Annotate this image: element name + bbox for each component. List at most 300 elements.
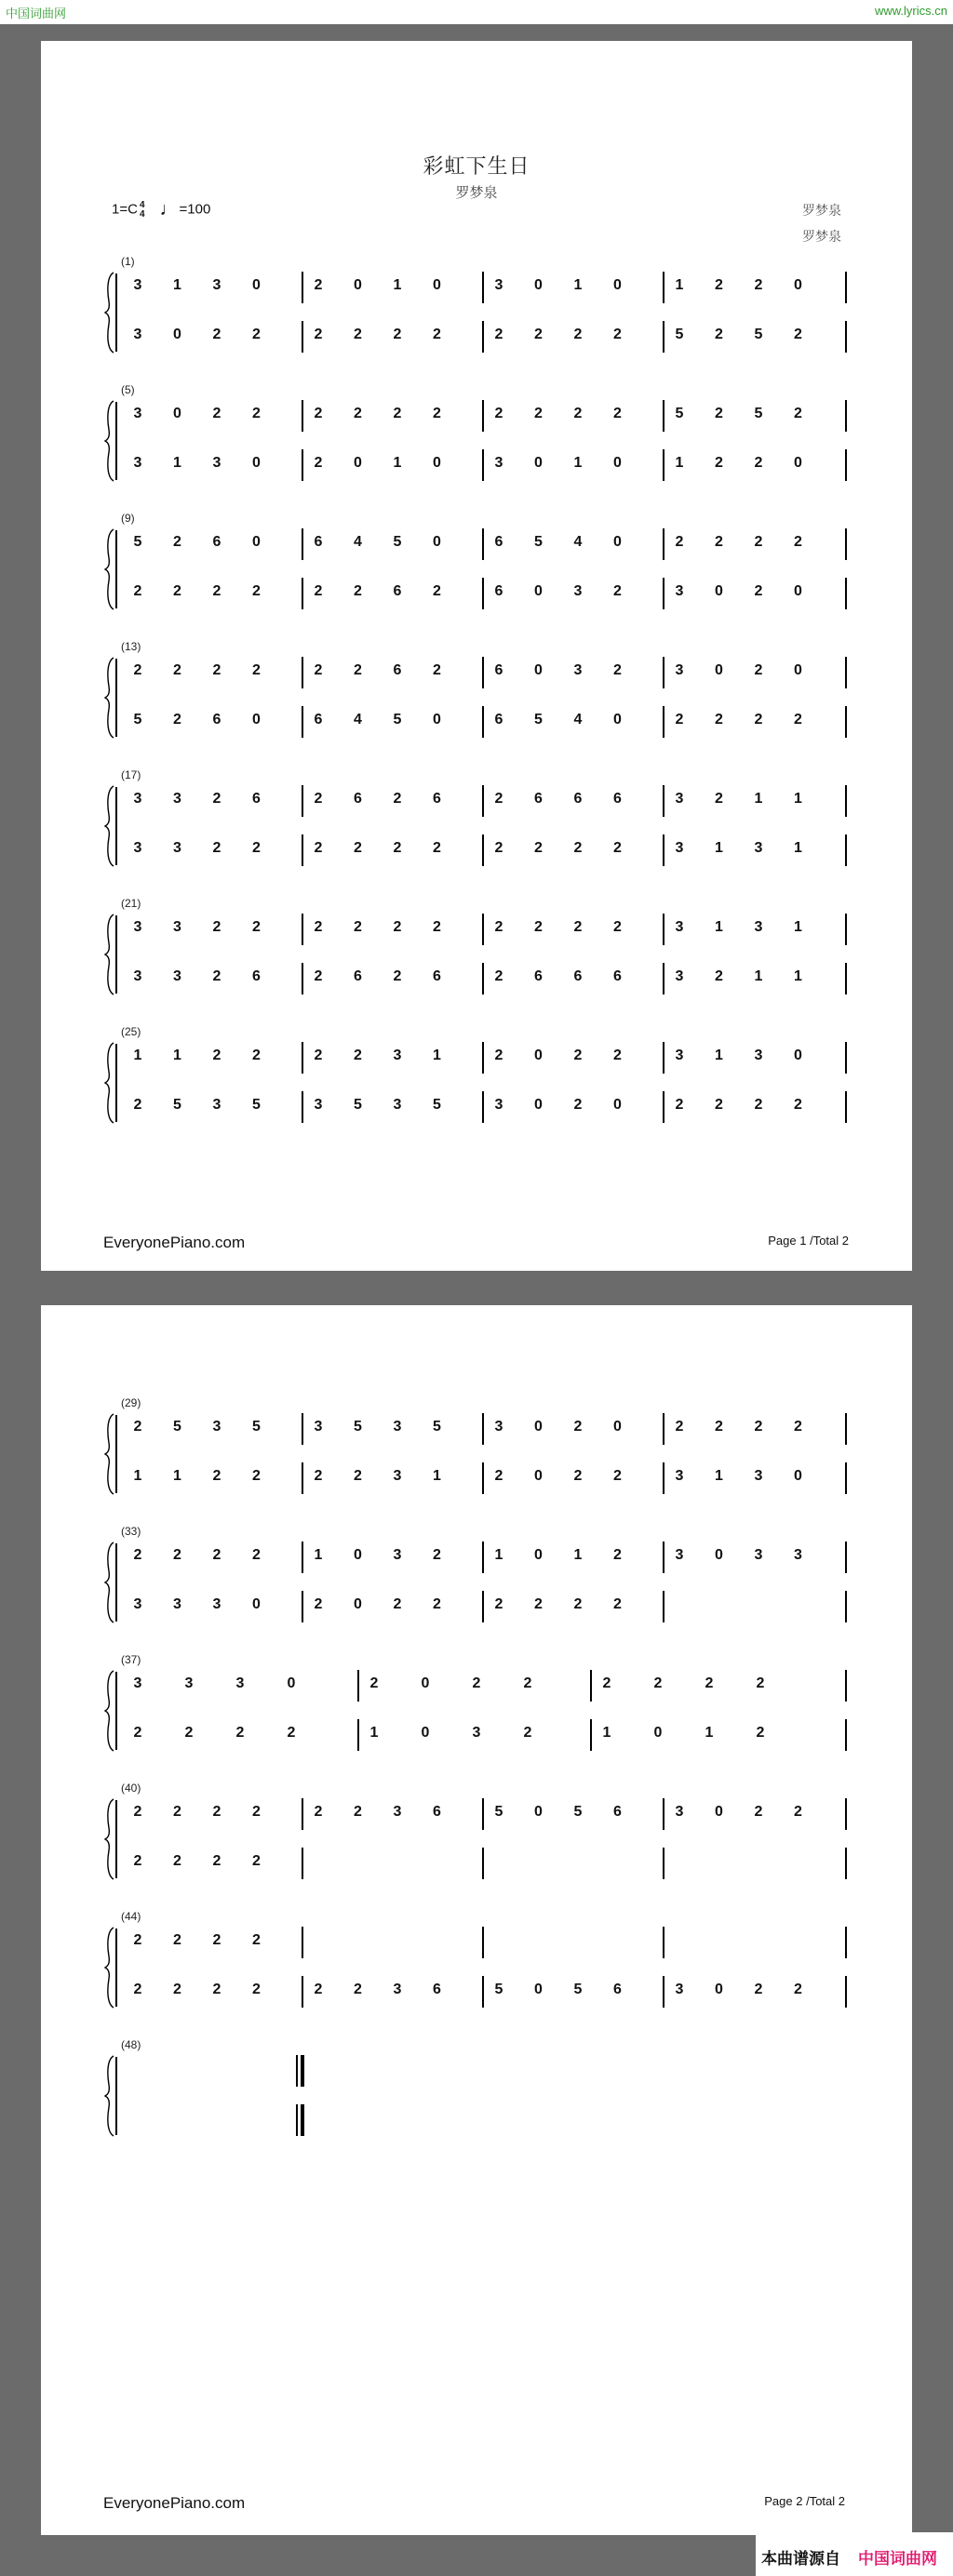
note-digit: 2 [252, 919, 261, 935]
note-digit: 2 [252, 840, 261, 856]
note-digit: 6 [314, 534, 323, 550]
brace-icon [104, 1413, 115, 1495]
note-digit: 3 [494, 1419, 503, 1435]
note-digit: 2 [212, 1932, 221, 1948]
measure-number: (1) [121, 255, 135, 268]
note-digit: 2 [794, 1982, 802, 1997]
barline [845, 1542, 847, 1573]
measure-number: (29) [121, 1396, 141, 1409]
barline [482, 1976, 484, 2008]
note-digit: 2 [354, 1048, 362, 1063]
note-digit: 1 [433, 1048, 441, 1063]
system-start-barline [115, 2057, 117, 2135]
brace-icon [104, 1927, 115, 2009]
note-digit: 2 [613, 662, 622, 678]
note-digit: 1 [133, 1048, 142, 1063]
system-start-barline [115, 1672, 117, 1750]
note-digit: 6 [314, 712, 323, 727]
note-digit: 5 [393, 534, 402, 550]
note-digit: 2 [794, 327, 802, 342]
note-digit: 2 [433, 327, 441, 342]
note-digit: 2 [369, 1675, 379, 1691]
note-digit: 2 [252, 662, 261, 678]
note-digit: 3 [133, 455, 142, 471]
note-digit: 1 [675, 455, 684, 471]
note-digit: 2 [252, 1982, 261, 1997]
barline [845, 578, 847, 609]
note-digit: 2 [354, 327, 362, 342]
barline [482, 914, 484, 945]
barline [302, 706, 303, 738]
measure-number: (40) [121, 1782, 141, 1795]
brace-icon [104, 1798, 115, 1880]
credit-site: 中国词曲网 [858, 2550, 937, 2569]
barline [302, 1591, 303, 1622]
note-digit: 0 [794, 277, 802, 293]
measure-number: (37) [121, 1653, 141, 1666]
note-digit: 0 [613, 1419, 622, 1435]
note-digit: 2 [715, 455, 723, 471]
note-digit: 0 [534, 1468, 543, 1484]
note-digit: 2 [794, 712, 802, 727]
note-digit: 2 [613, 327, 622, 342]
note-digit: 5 [354, 1419, 362, 1435]
note-digit: 2 [133, 1853, 142, 1869]
barline [845, 1976, 847, 2008]
note-digit: 3 [133, 1596, 142, 1612]
note-digit: 2 [675, 712, 684, 727]
time-top: 4 [139, 199, 145, 210]
note-digit: 2 [314, 327, 323, 342]
note-digit: 1 [433, 1468, 441, 1484]
brace-icon [104, 1670, 115, 1752]
barline [663, 449, 664, 481]
note-digit: 5 [534, 534, 543, 550]
note-digit: 1 [754, 791, 763, 807]
note-digit: 2 [393, 327, 402, 342]
note-digit: 3 [573, 662, 583, 678]
note-digit: 2 [354, 1804, 362, 1820]
note-digit: 0 [252, 455, 261, 471]
note-digit: 2 [494, 1468, 503, 1484]
measure-number: (33) [121, 1525, 141, 1538]
note-digit: 2 [252, 1048, 261, 1063]
barline [663, 706, 664, 738]
note-digit: 1 [393, 277, 402, 293]
note-digit: 0 [715, 1547, 723, 1563]
barline [302, 1927, 303, 1958]
note-digit: 2 [173, 1932, 181, 1948]
note-digit: 3 [393, 1097, 402, 1113]
note-digit: 0 [794, 662, 802, 678]
note-digit: 0 [354, 277, 362, 293]
note-digit: 6 [613, 791, 622, 807]
note-digit: 2 [252, 1547, 261, 1563]
brace-curve [105, 1043, 114, 1123]
note-digit: 0 [534, 1804, 543, 1820]
barline [302, 914, 303, 945]
barline [482, 528, 484, 560]
note-digit: 2 [354, 1468, 362, 1484]
note-digit: 1 [173, 1048, 181, 1063]
note-digit: 6 [534, 968, 543, 984]
note-digit: 3 [133, 968, 142, 984]
note-digit: 1 [675, 277, 684, 293]
note-digit: 2 [754, 1804, 763, 1820]
barline [845, 963, 847, 994]
note-digit: 2 [433, 406, 441, 421]
barline [302, 1413, 303, 1445]
site-url-link[interactable]: www.lyrics.cn [874, 4, 947, 18]
note-digit: 3 [675, 583, 684, 599]
note-digit: 2 [393, 968, 402, 984]
note-digit: 2 [252, 1853, 261, 1869]
note-digit: 2 [715, 968, 723, 984]
note-digit: 2 [573, 406, 583, 421]
note-digit: 1 [173, 277, 181, 293]
note-digit: 0 [534, 662, 543, 678]
note-digit: 2 [173, 534, 181, 550]
note-digit: 1 [314, 1547, 323, 1563]
note-digit: 6 [252, 791, 261, 807]
note-digit: 3 [393, 1419, 402, 1435]
note-digit: 2 [314, 1804, 323, 1820]
note-digit: 2 [173, 583, 181, 599]
note-digit: 5 [354, 1097, 362, 1113]
brace-curve [105, 1799, 114, 1879]
note-digit: 0 [794, 455, 802, 471]
note-digit: 3 [133, 791, 142, 807]
note-digit: 0 [613, 712, 622, 727]
note-digit: 2 [754, 1419, 763, 1435]
barline [482, 706, 484, 738]
note-digit: 0 [287, 1675, 296, 1691]
note-digit: 5 [494, 1982, 503, 1997]
brace-curve [105, 529, 114, 609]
note-digit: 2 [133, 1982, 142, 1997]
note-digit: 3 [675, 1048, 684, 1063]
barline [663, 1042, 664, 1074]
note-digit: 2 [573, 840, 583, 856]
note-digit: 2 [794, 1097, 802, 1113]
note-digit: 2 [494, 840, 503, 856]
note-digit: 5 [252, 1097, 261, 1113]
note-digit: 2 [613, 1547, 622, 1563]
note-digit: 0 [794, 1468, 802, 1484]
note-digit: 2 [314, 1982, 323, 1997]
song-title: 彩虹下生日 [423, 155, 530, 179]
score-system [41, 1782, 912, 1893]
brace-icon [104, 785, 115, 867]
note-digit: 2 [287, 1725, 296, 1741]
note-digit: 0 [534, 1982, 543, 1997]
note-digit: 1 [794, 791, 802, 807]
note-digit: 2 [705, 1675, 714, 1691]
note-digit: 3 [173, 919, 181, 935]
note-digit: 2 [573, 327, 583, 342]
note-digit: 2 [433, 1547, 441, 1563]
final-barline-thin [296, 2104, 298, 2136]
note-digit: 3 [675, 1547, 684, 1563]
note-digit: 6 [212, 534, 221, 550]
barline [482, 1462, 484, 1494]
score-system [41, 255, 912, 367]
barline [845, 528, 847, 560]
score-page-2 [41, 1305, 912, 2535]
brace-icon [104, 400, 115, 482]
note-digit: 2 [235, 1725, 245, 1741]
system-start-barline [115, 787, 117, 865]
barline [302, 400, 303, 432]
barline [482, 1848, 484, 1879]
note-digit: 2 [212, 840, 221, 856]
note-digit: 2 [173, 1547, 181, 1563]
note-digit: 3 [754, 1468, 763, 1484]
barline [845, 1798, 847, 1830]
note-digit: 2 [173, 1853, 181, 1869]
note-digit: 0 [715, 662, 723, 678]
note-digit: 5 [494, 1804, 503, 1820]
note-digit: 4 [573, 534, 583, 550]
note-digit: 2 [494, 327, 503, 342]
note-digit: 2 [613, 583, 622, 599]
note-digit: 1 [715, 1048, 723, 1063]
barline [482, 449, 484, 481]
note-digit: 2 [133, 1547, 142, 1563]
note-digit: 2 [754, 712, 763, 727]
barline [663, 657, 664, 688]
score-system [41, 768, 912, 880]
barline [663, 963, 664, 994]
barline [302, 528, 303, 560]
brace-curve [105, 1542, 114, 1622]
note-digit: 0 [613, 1097, 622, 1113]
barline [845, 706, 847, 738]
score-system [41, 1396, 912, 1508]
barline [663, 834, 664, 866]
note-digit: 3 [675, 1982, 684, 1997]
barline [302, 1976, 303, 2008]
site-name-link[interactable]: 中国词曲网 [6, 7, 67, 20]
note-digit: 3 [212, 1097, 221, 1113]
note-digit: 2 [613, 406, 622, 421]
barline [845, 1413, 847, 1445]
note-digit: 3 [314, 1097, 323, 1113]
note-digit: 2 [173, 1982, 181, 1997]
note-digit: 6 [393, 583, 402, 599]
note-digit: 2 [613, 1048, 622, 1063]
note-digit: 1 [573, 277, 583, 293]
barline [663, 1462, 664, 1494]
brace-curve [105, 1414, 114, 1494]
barline [845, 1462, 847, 1494]
note-digit: 2 [314, 840, 323, 856]
note-digit: 3 [133, 406, 142, 421]
note-digit: 2 [715, 327, 723, 342]
note-digit: 2 [252, 1468, 261, 1484]
barline [302, 1462, 303, 1494]
system-start-barline [115, 274, 117, 352]
barline [845, 914, 847, 945]
note-digit: 5 [573, 1982, 583, 1997]
note-digit: 0 [252, 1596, 261, 1612]
note-digit: 2 [133, 583, 142, 599]
note-digit: 2 [314, 968, 323, 984]
note-digit: 1 [494, 1547, 503, 1563]
note-digit: 0 [534, 1048, 543, 1063]
system-start-barline [115, 1800, 117, 1878]
note-digit: 0 [534, 1097, 543, 1113]
note-digit: 3 [393, 1547, 402, 1563]
barline [663, 272, 664, 303]
barline [302, 834, 303, 866]
brace-icon [104, 657, 115, 739]
note-digit: 2 [212, 968, 221, 984]
barline [482, 785, 484, 817]
note-digit: 1 [794, 968, 802, 984]
system-start-barline [115, 402, 117, 480]
note-digit: 2 [494, 791, 503, 807]
credit-banner[interactable] [756, 2532, 953, 2576]
note-digit: 3 [133, 919, 142, 935]
note-digit: 2 [602, 1675, 611, 1691]
brace-curve [105, 786, 114, 866]
barline [845, 1719, 847, 1751]
brace-icon [104, 2055, 115, 2137]
note-digit: 0 [421, 1675, 430, 1691]
note-digit: 2 [354, 662, 362, 678]
note-digit: 0 [433, 712, 441, 727]
note-digit: 1 [715, 919, 723, 935]
note-digit: 0 [433, 277, 441, 293]
barline [663, 1413, 664, 1445]
brace-icon [104, 272, 115, 354]
note-digit: 2 [354, 583, 362, 599]
note-digit: 5 [433, 1097, 441, 1113]
note-digit: 2 [314, 1596, 323, 1612]
note-digit: 2 [715, 712, 723, 727]
song-subtitle: 罗梦泉 [455, 184, 498, 201]
credit-prefix: 本曲谱源自 [761, 2550, 840, 2569]
key-signature [112, 199, 210, 220]
note-digit: 6 [494, 534, 503, 550]
note-digit: 2 [212, 1804, 221, 1820]
barline [663, 914, 664, 945]
note-digit: 2 [613, 1596, 622, 1612]
note-digit: 2 [212, 583, 221, 599]
note-digit: 6 [494, 712, 503, 727]
note-digit: 0 [534, 1419, 543, 1435]
note-digit: 2 [212, 919, 221, 935]
note-digit: 6 [613, 968, 622, 984]
note-digit: 2 [354, 840, 362, 856]
final-barline-thin [296, 2055, 298, 2087]
barline [302, 657, 303, 688]
note-digit: 2 [794, 1804, 802, 1820]
note-digit: 2 [715, 1097, 723, 1113]
note-digit: 2 [794, 406, 802, 421]
note-digit: 6 [613, 1804, 622, 1820]
note-digit: 6 [354, 791, 362, 807]
footer-site: EveryonePiano.com [103, 2494, 246, 2512]
note-digit: 5 [252, 1419, 261, 1435]
note-digit: 0 [354, 455, 362, 471]
note-digit: 1 [794, 840, 802, 856]
barline [663, 321, 664, 353]
arranger-name: 罗梦泉 [802, 230, 841, 245]
barline [482, 657, 484, 688]
note-digit: 3 [675, 919, 684, 935]
note-digit: 2 [212, 791, 221, 807]
note-digit: 0 [433, 455, 441, 471]
note-digit: 5 [133, 712, 142, 727]
time-signature [140, 201, 145, 220]
score-system [41, 2038, 912, 2150]
note-digit: 2 [756, 1675, 765, 1691]
brace-curve [105, 401, 114, 481]
note-digit: 1 [173, 1468, 181, 1484]
note-digit: 3 [133, 1675, 142, 1691]
note-digit: 2 [472, 1675, 481, 1691]
note-digit: 3 [173, 1596, 181, 1612]
barline [845, 272, 847, 303]
note-digit: 2 [653, 1675, 663, 1691]
note-digit: 2 [613, 840, 622, 856]
barline [663, 1542, 664, 1573]
barline [845, 657, 847, 688]
note-digit: 2 [573, 919, 583, 935]
barline [845, 1091, 847, 1123]
barline [663, 400, 664, 432]
note-digit: 6 [433, 1804, 441, 1820]
system-start-barline [115, 1415, 117, 1493]
barline [845, 1591, 847, 1622]
barline [482, 400, 484, 432]
note-digit: 2 [675, 1097, 684, 1113]
barline [663, 1927, 664, 1958]
note-digit: 2 [494, 406, 503, 421]
barline [663, 785, 664, 817]
barline [482, 1591, 484, 1622]
note-digit: 2 [314, 791, 323, 807]
note-digit: 2 [212, 1982, 221, 1997]
note-digit: 2 [184, 1725, 194, 1741]
note-digit: 0 [794, 1048, 802, 1063]
note-digit: 1 [794, 919, 802, 935]
note-digit: 2 [754, 534, 763, 550]
note-digit: 2 [393, 919, 402, 935]
note-digit: 2 [314, 406, 323, 421]
note-digit: 2 [573, 1419, 583, 1435]
barline [482, 1542, 484, 1573]
note-digit: 3 [133, 277, 142, 293]
barline [845, 1848, 847, 1879]
note-digit: 5 [133, 534, 142, 550]
note-digit: 3 [494, 277, 503, 293]
brace-curve [105, 1671, 114, 1751]
time-bottom: 4 [139, 208, 145, 220]
note-digit: 2 [252, 1804, 261, 1820]
note-digit: 2 [675, 1419, 684, 1435]
note-digit: 0 [794, 583, 802, 599]
note-digit: 2 [573, 1468, 583, 1484]
note-digit: 3 [173, 968, 181, 984]
note-digit: 2 [314, 455, 323, 471]
barline [845, 834, 847, 866]
measure-number: (48) [121, 2038, 141, 2051]
note-digit: 2 [212, 1547, 221, 1563]
barline [302, 1542, 303, 1573]
